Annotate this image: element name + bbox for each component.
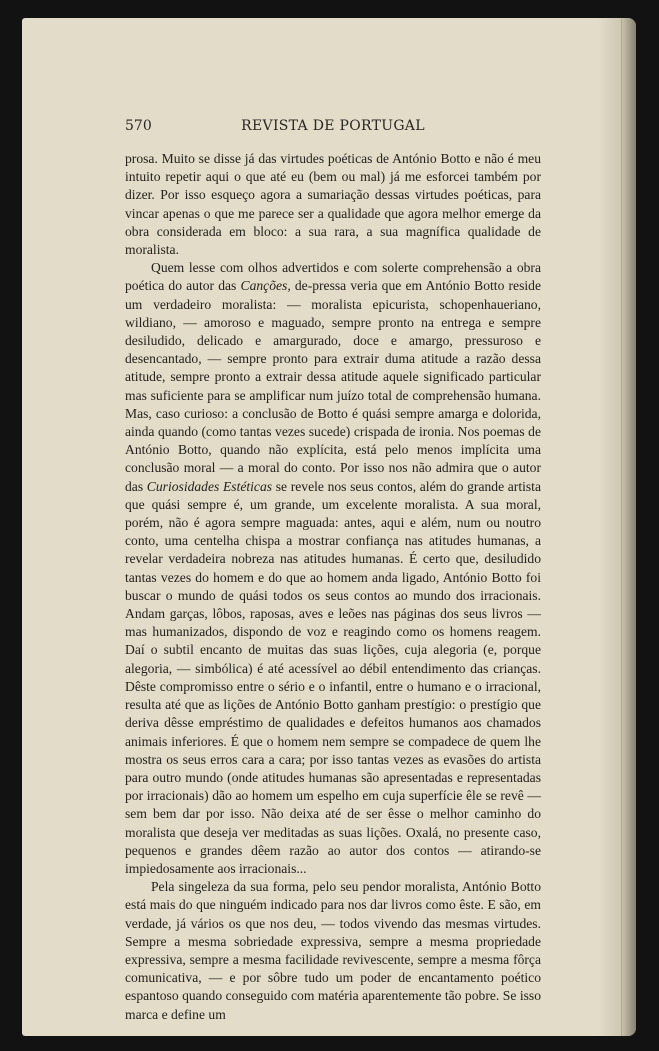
page-header xyxy=(125,118,541,138)
paragraph-3-text: Pela singeleza da sua forma, pelo seu pendor moralista, António Botto está mais do que ninguém indicado para nos dar livros como êste. E são, em verdade, já vários os que nos deu, — todos vivendo das mesmas virtudes. Sempre a mesma sobriedade expressiva, sempre a mesma propriedade expressiva, sempre a mesma facilidade revivescente, sempre a mesma fôrça comunicativa, — e por sôbre tudo um poder de encantamento poético espantoso quando conseguido com matéria aparentemente tão pobre. Se isso marca e define um xyxy=(125,879,541,1022)
paragraph-2 xyxy=(125,259,541,878)
book-title-curiosidades-esteticas: Curiosidades Estéticas xyxy=(146,478,273,494)
book-title-cancoes: Canções, xyxy=(240,278,291,294)
page-edge-shadow xyxy=(598,18,636,1036)
paragraph-2-text-a: Quem lesse com olhos advertidos e com solerte comprehensão a obra poética do autor das xyxy=(125,260,541,294)
article-body xyxy=(125,150,541,1024)
paragraph-3 xyxy=(125,878,541,1024)
paragraph-2-text-c: se revele nos seus contos, além do grande artista que quási sempre é, um grande, um excelente moralista. A sua moral, porém, não é agora sempre maguada: antes, aqui e além, num ou noutro conto, uma centelha chispa a mostrar confiança nas atitudes humanas, a revelar verdadeira nobreza nas atitudes humanas. É certo que, desiludido tantas vezes do homem e do que ao homem anda ligado, António Botto foi buscar o mundo de quási todos os seus contos ao mundo dos irracionais. Andam garças, lôbos, raposas, aves e leões nas páginas dos seus livros — mas humanizados, dispondo de voz e reagindo como os homens reagem. Daí o subtil encanto de muitas das suas lições, cuja alegoria (e, porque alegoria, — simbólica) é até acessível ao débil entendimento das crianças. Dêste compromisso entre o sério e o infantil, entre o humano e o irracional, resulta até que as lições de António Botto ganham prestígio: o prestígio que deriva dêsse empréstimo de qualidades e defeitos humanos aos chamados animais inferiores. É que o homem nem sempre se compadece de quem lhe mostra os seus erros cara a cara; por isso tantas vezes as evasões do artista para outro mundo (onde atitudes humanas são apresentadas e representadas por irracionais) dão ao homem um espelho em cuja superfície êle se revê — sem bem dar por isso. Não deixa até de ser êsse o melhor caminho do moralista que deseja ver meditadas as suas lições. Oxalá, no presente caso, pequenos e grandes dêem razão ao autor dos contos — atirando-se impiedosamente aos irracionais... xyxy=(125,478,541,876)
paragraph-2-text-b: de-pressa veria que em António Botto reside um verdadeiro moralista: — moralista epicurista, schopenhaueriano, wildiano, — amoroso e maguado, sempre pronto na entrega e sempre desiludido, delicado e amargurado, doce e amargo, pressuroso e desencantado, — sempre pronto para extrair duma atitude a razão dessa atitude, sempre pronto a extrair dessa atitude aquele significado particular mas suficiente para se amplificar num juízo total de comprehensão humana. Mas, caso curioso: a conclusão de Botto é quási sempre amarga e dolorida, ainda quando (como tantas vezes sucede) crispada de ironia. Nos poemas de António Botto, quando não explícita, está pelo menos implícita uma conclusão moral — a moral do conto. Por isso nos não admira que o autor das xyxy=(125,278,541,494)
running-title: REVISTA DE PORTUGAL xyxy=(241,118,425,134)
page-fold-line xyxy=(621,18,622,1036)
page-number: 570 xyxy=(125,118,152,134)
paragraph-1-text: prosa. Muito se disse já das virtudes poéticas de António Botto e não é meu intuito repetir aqui o que até eu (bem ou mal) já me esforcei também por dizer. Por isso esqueço agora a sumariação dessas virtudes poéticas, para vincar apenas o que me parece ser a qualidade que agora melhor emerge da obra considerada em bloco: a sua rara, a sua magnífica qualidade de moralista. xyxy=(125,151,541,258)
paragraph-1 xyxy=(125,150,541,259)
